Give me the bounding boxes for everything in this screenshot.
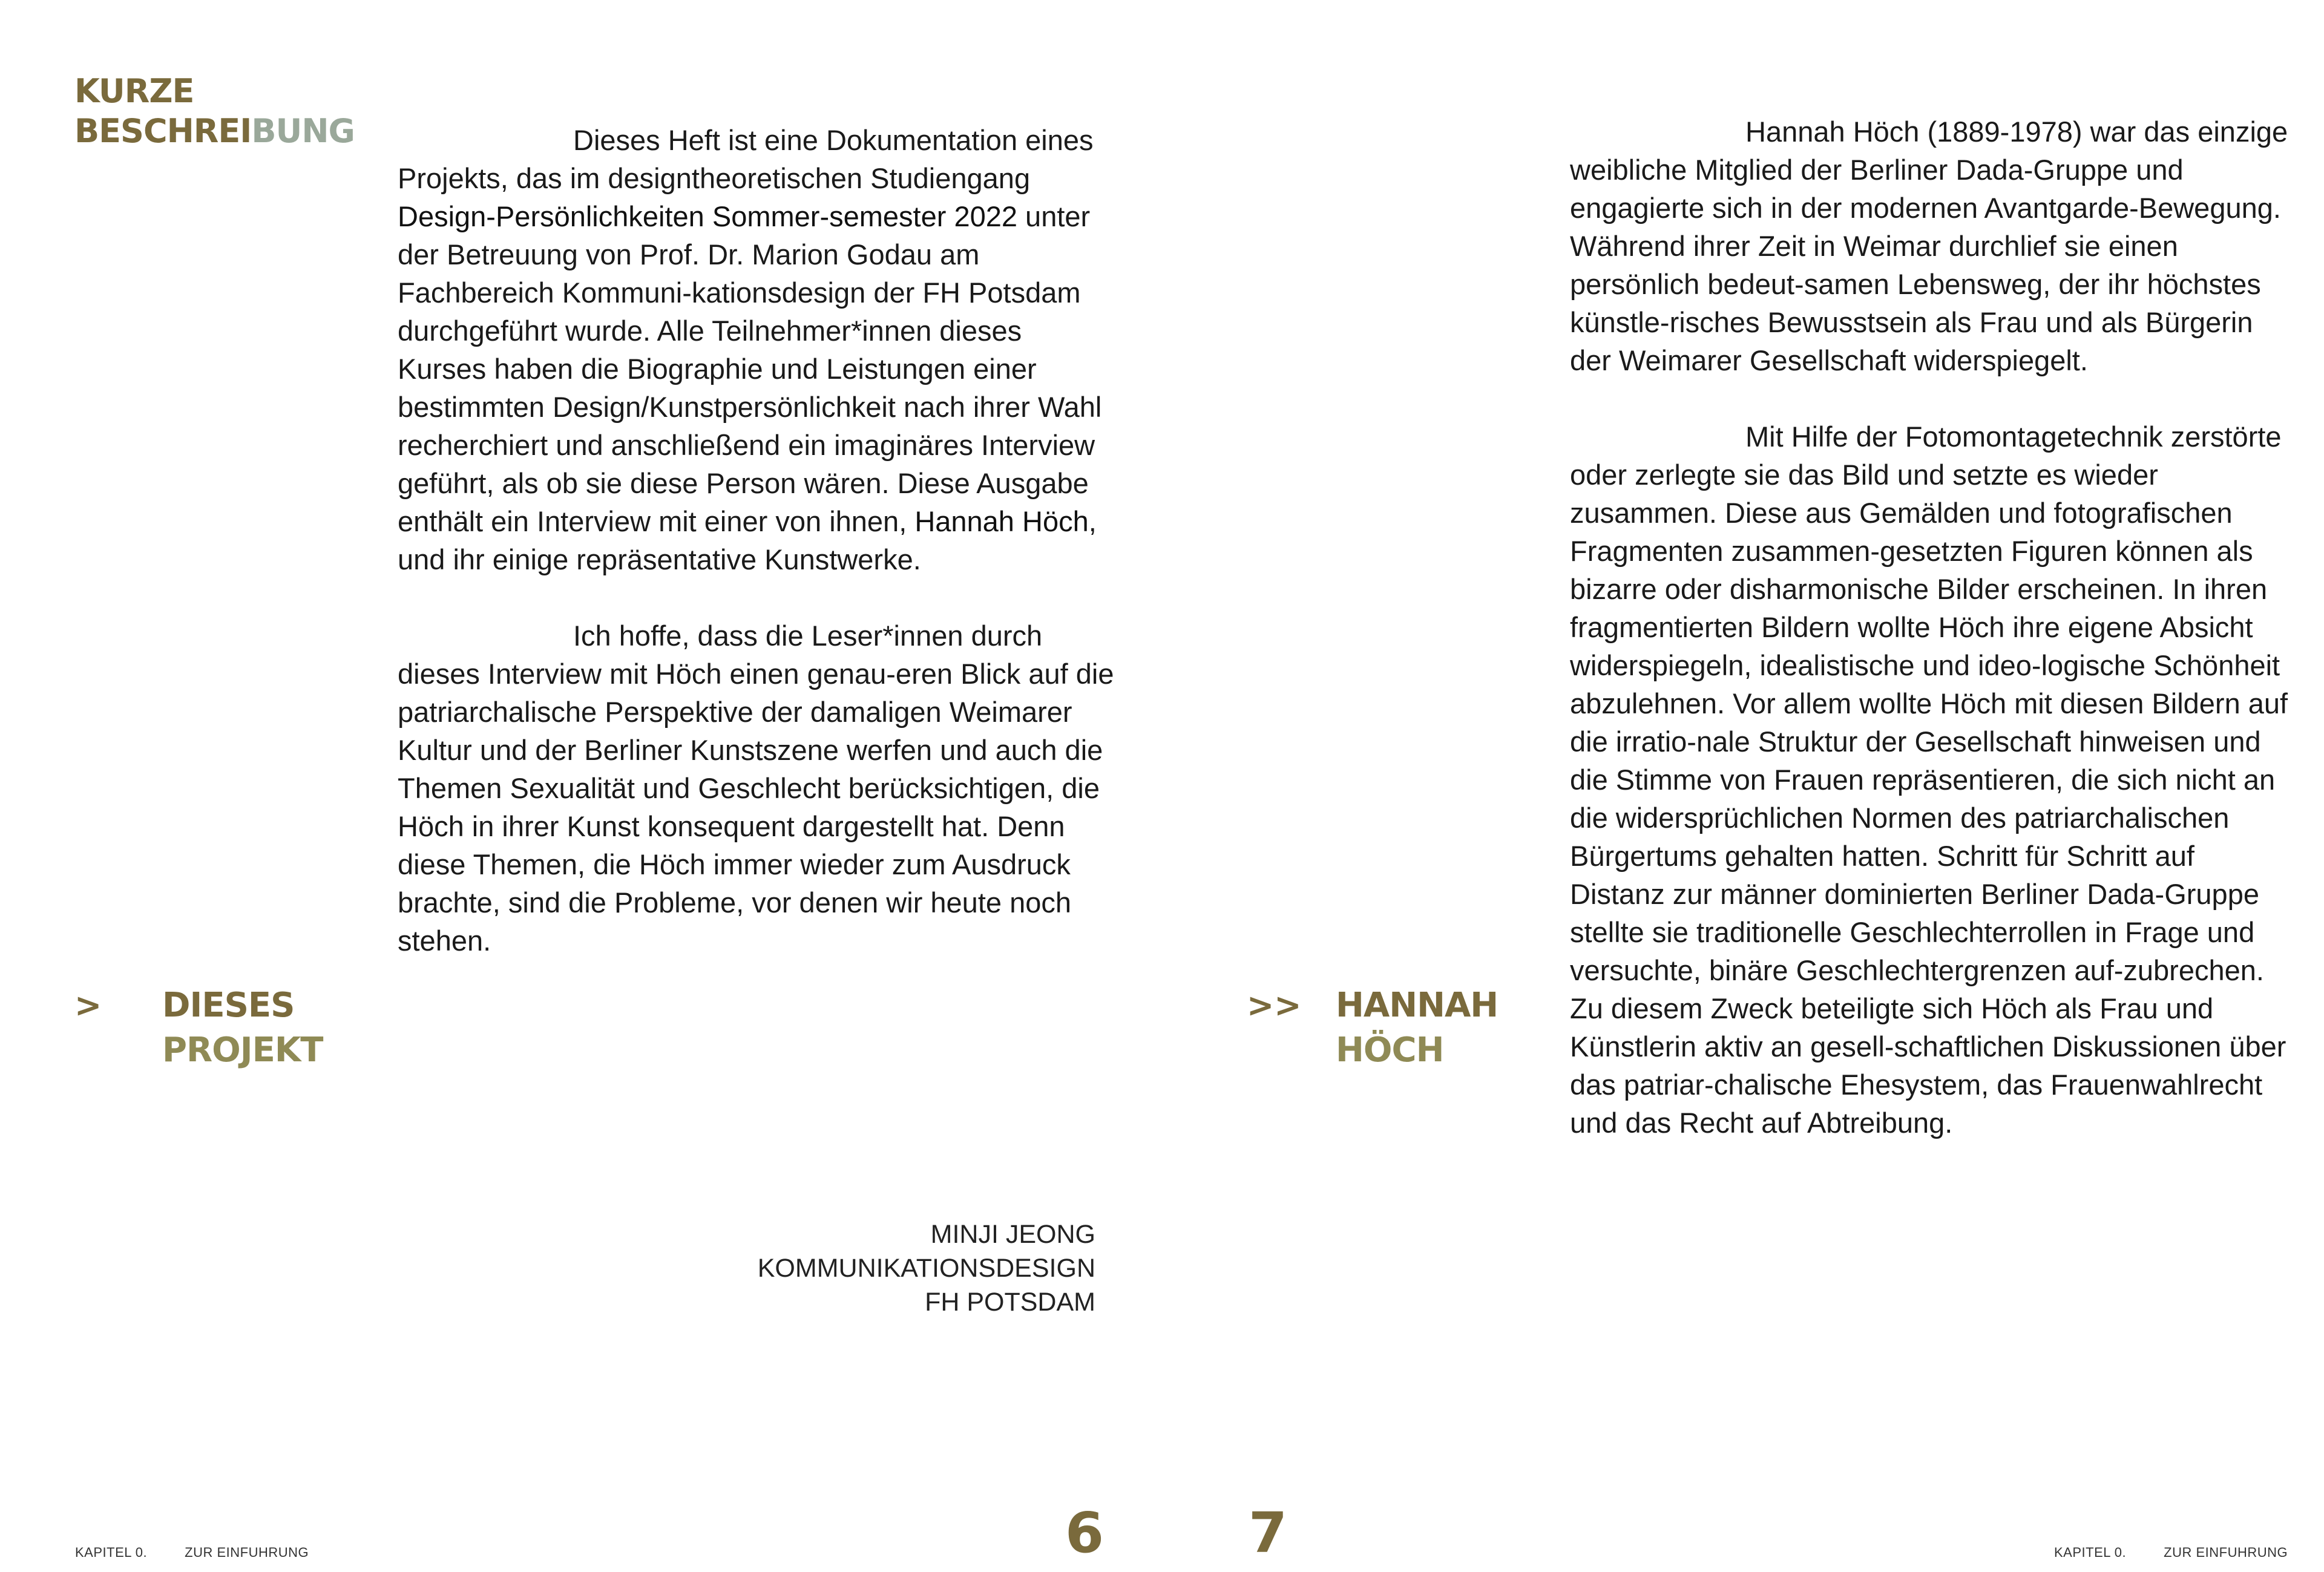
footer-right [2054,1545,2288,1561]
left-p1-text-a: Dieses Heft ist eine Dokumentation eines Projekts, das im designtheoretischen Studiengang [398,124,1094,194]
page-number-left: 6 [1065,1501,1105,1565]
page-heading [74,71,355,151]
section-label-left [162,983,323,1073]
left-paragraph-2: Ich hoffe, dass die Leser*innen durch dieses Interview mit Höch einen genau-eren Blick auf die patriarchalische Perspektive der damaligen Weimarer Kultur und der Berliner Kunstszene werfen und auch die Themen Sexualität und Geschlecht berücksichtigen, die Höch in ihrer Kunst konsequent dargestellt hat. Denn diese Themen, die Höch immer wieder zum Ausdruck brachte, sind die Probleme, vor denen wir heute noch stehen. [398,620,1114,957]
section-label-right-line-2: HÖCH [1336,1030,1444,1070]
section-label-right [1336,983,1498,1073]
section-label-right-line-1: HANNAH [1336,986,1498,1025]
right-paragraph-1: Hannah Höch (1889-1978) war das einzige weibliche Mitglied der Berliner Dada-Gruppe und engagierte sich in der modernen Avantgarde-Bewegung. Während ihrer Zeit in Weimar durchlief sie einen persönlich bedeut-samen Lebensweg, der ihr höchstes künstle-risches Bewusstsein als Frau und als Bürgerin der Weimarer Gesellschaft widerspiegelt. [1570,116,2288,376]
heading-line-2-light: BUNG [251,112,355,150]
heading-line-1: KURZE [74,72,194,110]
footer-left [75,1545,309,1561]
left-paragraph-1 [398,121,1118,578]
footer-left-section: ZUR EINFUHRUNG [185,1545,309,1560]
right-paragraph-2: Mit Hilfe der Fotomontagetechnik zerstörte oder zerlegte sie das Bild und setzte es wieder zusammen. Diese aus Gemälden und fotografischen Fragmenten zusammen-gesetzten Figuren können als bizarre oder disharmonische Bilder erscheinen. In ihren fragmentierten Bildern wollte Höch ihre eigene Absicht widerspiegeln, idealistische und ideo-logische Schönheit abzulehnen. Vor allem wollte Höch mit diesen Bildern auf die irratio-nale Struktur der Gesellschaft hinweisen und die Stimme von Frauen repräsentieren, die sich nicht an die widersprüchlichen Normen des patriarchalischen Bürgertums gehalten hatten. Schritt für Schritt auf Distanz zur männer dominierten Berliner Dada-Gruppe stellte sie traditionelle Geschlechterrollen in Frage und versuchte, binäre Geschlechtergrenzen auf-zubrechen. Zu diesem Zweck beteiligte sich Höch als Frau und Künstlerin aktiv an gesell-schaftlichen Diskussionen über das patriar-chalische Ehesystem, das Frauenwahlrecht und das Recht auf Abtreibung. [1570,421,2288,1139]
left-p1-text-b: unter der Betreuung von Prof. Dr. Marion Godau am Fachbereich Kommuni-kationsdesign der FH Potsdam durchgeführt wurde. Alle Teilnehmer*innen dieses Kurses haben die Biographie und Leistungen einer bestimmten Design/Kunstpersönlichkeit nach ihrer Wahl recherchiert und anschließend ein imaginäres Interview geführt, als ob sie diese Person wären. Diese Ausgabe enthält ein Interview mit einer von ihnen, [398,200,1102,537]
course-name: Design-Persönlichkeiten Sommer-semester 2022 [398,200,1017,232]
credit-line-3: FH POTSDAM [925,1288,1095,1317]
left-p1-text-c: , und ihr einige repräsentative Kunstwerke. [398,505,1097,575]
section-marker-left: > [74,986,102,1024]
author-credit [758,1217,1095,1319]
credit-line-2: KOMMUNIKATIONSDESIGN [757,1254,1095,1283]
credit-line-1: MINJI JEONG [930,1220,1095,1249]
section-label-left-line-2: PROJEKT [162,1030,323,1070]
page-number-right: 7 [1249,1501,1288,1565]
heading-line-2 [74,111,355,151]
section-label-left-line-1: DIESES [162,986,295,1025]
footer-right-section: ZUR EINFUHRUNG [2164,1545,2288,1560]
heading-line-2-dark: BESCHREI [74,112,252,150]
section-marker-right: >> [1247,986,1302,1024]
footer-right-chapter: KAPITEL 0. [2054,1545,2127,1560]
footer-left-chapter: KAPITEL 0. [75,1545,148,1560]
left-body-text [398,121,1118,960]
artist-name: Hannah Höch [914,505,1089,537]
right-body-text [1570,113,2290,1142]
